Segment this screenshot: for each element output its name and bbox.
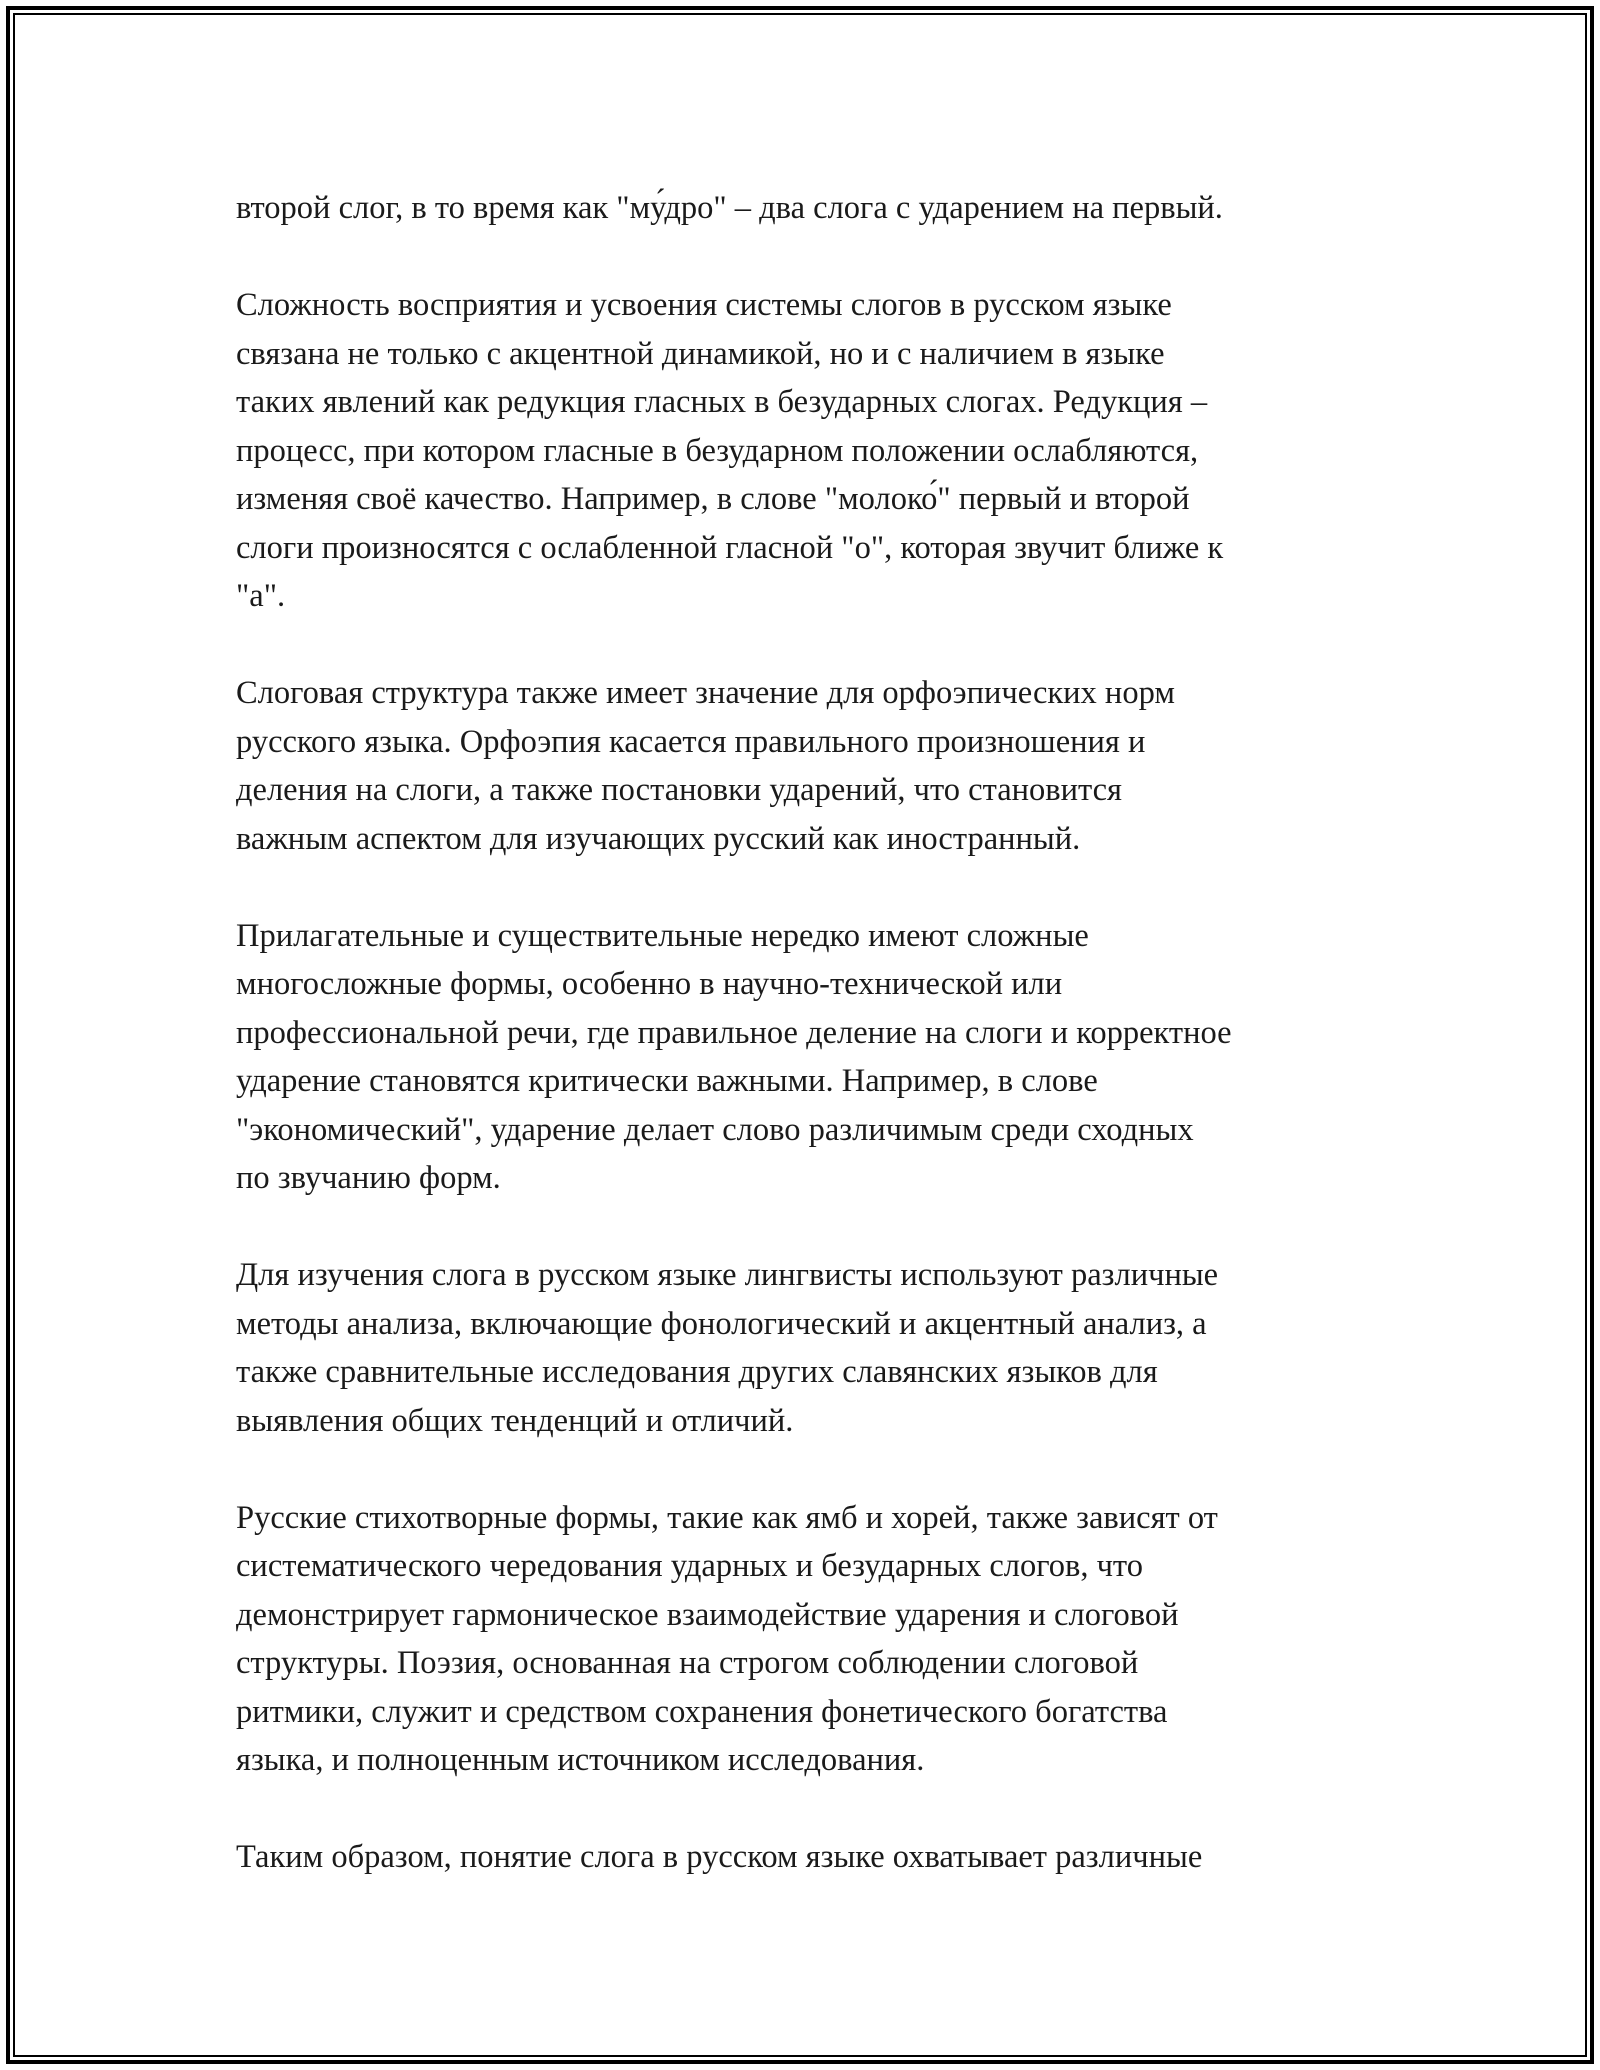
paragraph-1: второй слог, в то время как "му́дро" – два слога с ударением на первый. <box>236 190 1223 226</box>
paragraph-3: Слоговая структура также имеет значение для орфоэпических норм русского языка. Орфоэпия касается правильного произношения и деления на слоги, а также постановки ударений, что становится важным аспектом для изучающих русский как иностранный. <box>236 675 1175 857</box>
paragraph-2: Сложность восприятия и усвоения системы слогов в русском языке связана не только с акцентной динамикой, но и с наличием в языке таких явлений как редукция гласных в безударных слогах. Редукция – процесс, при котором гласные в безударном положении ослабляются, изменяя своё качество. Например, в слове "молоко́" первый и второй слоги произносятся с ослабленной гласной "о", которая звучит ближе к "а". <box>236 287 1224 614</box>
paragraph-6: Русские стихотворные формы, такие как ямб и хорей, также зависят от систематического чередования ударных и безударных слогов, что демонстрирует гармоническое взаимодействие ударения и слоговой структуры. Поэзия, основанная на строгом соблюдении слоговой ритмики, служит и средством сохранения фонетического богатства языка, и полноценным источником исследования. <box>236 1499 1218 1778</box>
paragraph-7: Таким образом, понятие слога в русском языке охватывает различные <box>236 1839 1203 1875</box>
document-body <box>236 184 1376 1882</box>
paragraph-4: Прилагательные и существительные нередко имеют сложные многосложные формы, особенно в научно-технической или профессиональной речи, где правильное деление на слоги и корректное ударение становятся критически важными. Например, в слове "экономический", ударение делает слово различимым среди сходных по звучанию форм. <box>236 917 1232 1196</box>
paragraph-5: Для изучения слога в русском языке лингвисты используют различные методы анализа, включающие фонологический и акцентный анализ, а также сравнительные исследования других славянских языков для выявления общих тенденций и отличий. <box>236 1257 1219 1439</box>
